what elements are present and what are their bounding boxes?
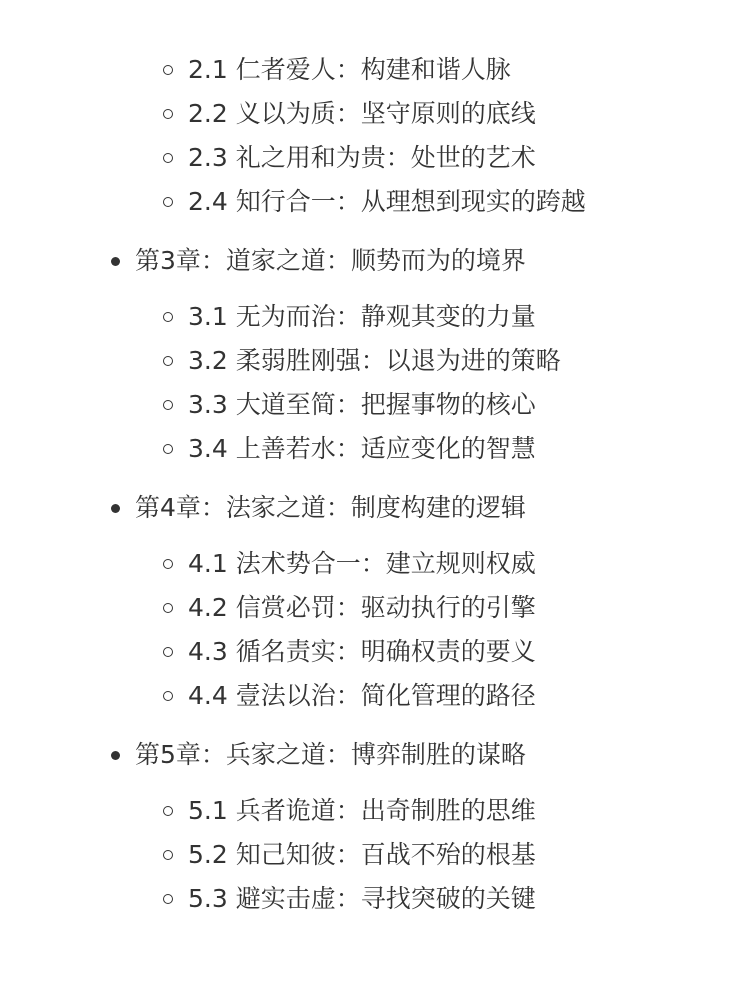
hollow-bullet-icon [163,356,173,366]
hollow-bullet-icon [163,312,173,322]
chapter-4-heading [0,486,750,530]
item-text: 2.2 义以为质：坚守原则的底线 [188,99,536,128]
list-item-5-2 [0,833,750,877]
hollow-bullet-icon [163,65,173,75]
item-text: 4.2 信赏必罚：驱动执行的引擎 [188,593,536,622]
list-item-3-1 [0,295,750,339]
list-item-3-3 [0,383,750,427]
chapter-text: 第4章：法家之道：制度构建的逻辑 [135,493,526,522]
item-text: 4.3 循名责实：明确权责的要义 [188,637,536,666]
item-text: 5.1 兵者诡道：出奇制胜的思维 [188,796,536,825]
hollow-bullet-icon [163,806,173,816]
filled-bullet-icon [111,751,120,760]
hollow-bullet-icon [163,850,173,860]
list-item-5-3 [0,877,750,921]
list-item-3-4 [0,427,750,471]
chapter-text: 第3章：道家之道：顺势而为的境界 [135,246,526,275]
hollow-bullet-icon [163,559,173,569]
list-item-4-2 [0,586,750,630]
list-item-2-4 [0,180,750,224]
list-item-4-4 [0,674,750,718]
list-item-2-3 [0,136,750,180]
hollow-bullet-icon [163,400,173,410]
chapter-text: 第5章：兵家之道：博弈制胜的谋略 [135,740,526,769]
item-text: 4.1 法术势合一：建立规则权威 [188,549,536,578]
table-of-contents [0,48,750,921]
hollow-bullet-icon [163,444,173,454]
item-text: 5.3 避实击虚：寻找突破的关键 [188,884,536,913]
hollow-bullet-icon [163,603,173,613]
hollow-bullet-icon [163,153,173,163]
filled-bullet-icon [111,257,120,266]
hollow-bullet-icon [163,197,173,207]
list-item-2-1 [0,48,750,92]
item-text: 3.3 大道至简：把握事物的核心 [188,390,536,419]
item-text: 3.2 柔弱胜刚强：以退为进的策略 [188,346,561,375]
list-item-3-2 [0,339,750,383]
hollow-bullet-icon [163,109,173,119]
list-item-2-2 [0,92,750,136]
list-item-5-1 [0,789,750,833]
item-text: 4.4 壹法以治：简化管理的路径 [188,681,536,710]
list-item-4-1 [0,542,750,586]
filled-bullet-icon [111,504,120,513]
item-text: 5.2 知己知彼：百战不殆的根基 [188,840,536,869]
item-text: 2.3 礼之用和为贵：处世的艺术 [188,143,536,172]
chapter-5-heading [0,733,750,777]
list-item-4-3 [0,630,750,674]
item-text: 2.4 知行合一：从理想到现实的跨越 [188,187,586,216]
item-text: 2.1 仁者爱人：构建和谐人脉 [188,55,511,84]
hollow-bullet-icon [163,691,173,701]
hollow-bullet-icon [163,894,173,904]
item-text: 3.4 上善若水：适应变化的智慧 [188,434,536,463]
hollow-bullet-icon [163,647,173,657]
item-text: 3.1 无为而治：静观其变的力量 [188,302,536,331]
chapter-3-heading [0,239,750,283]
